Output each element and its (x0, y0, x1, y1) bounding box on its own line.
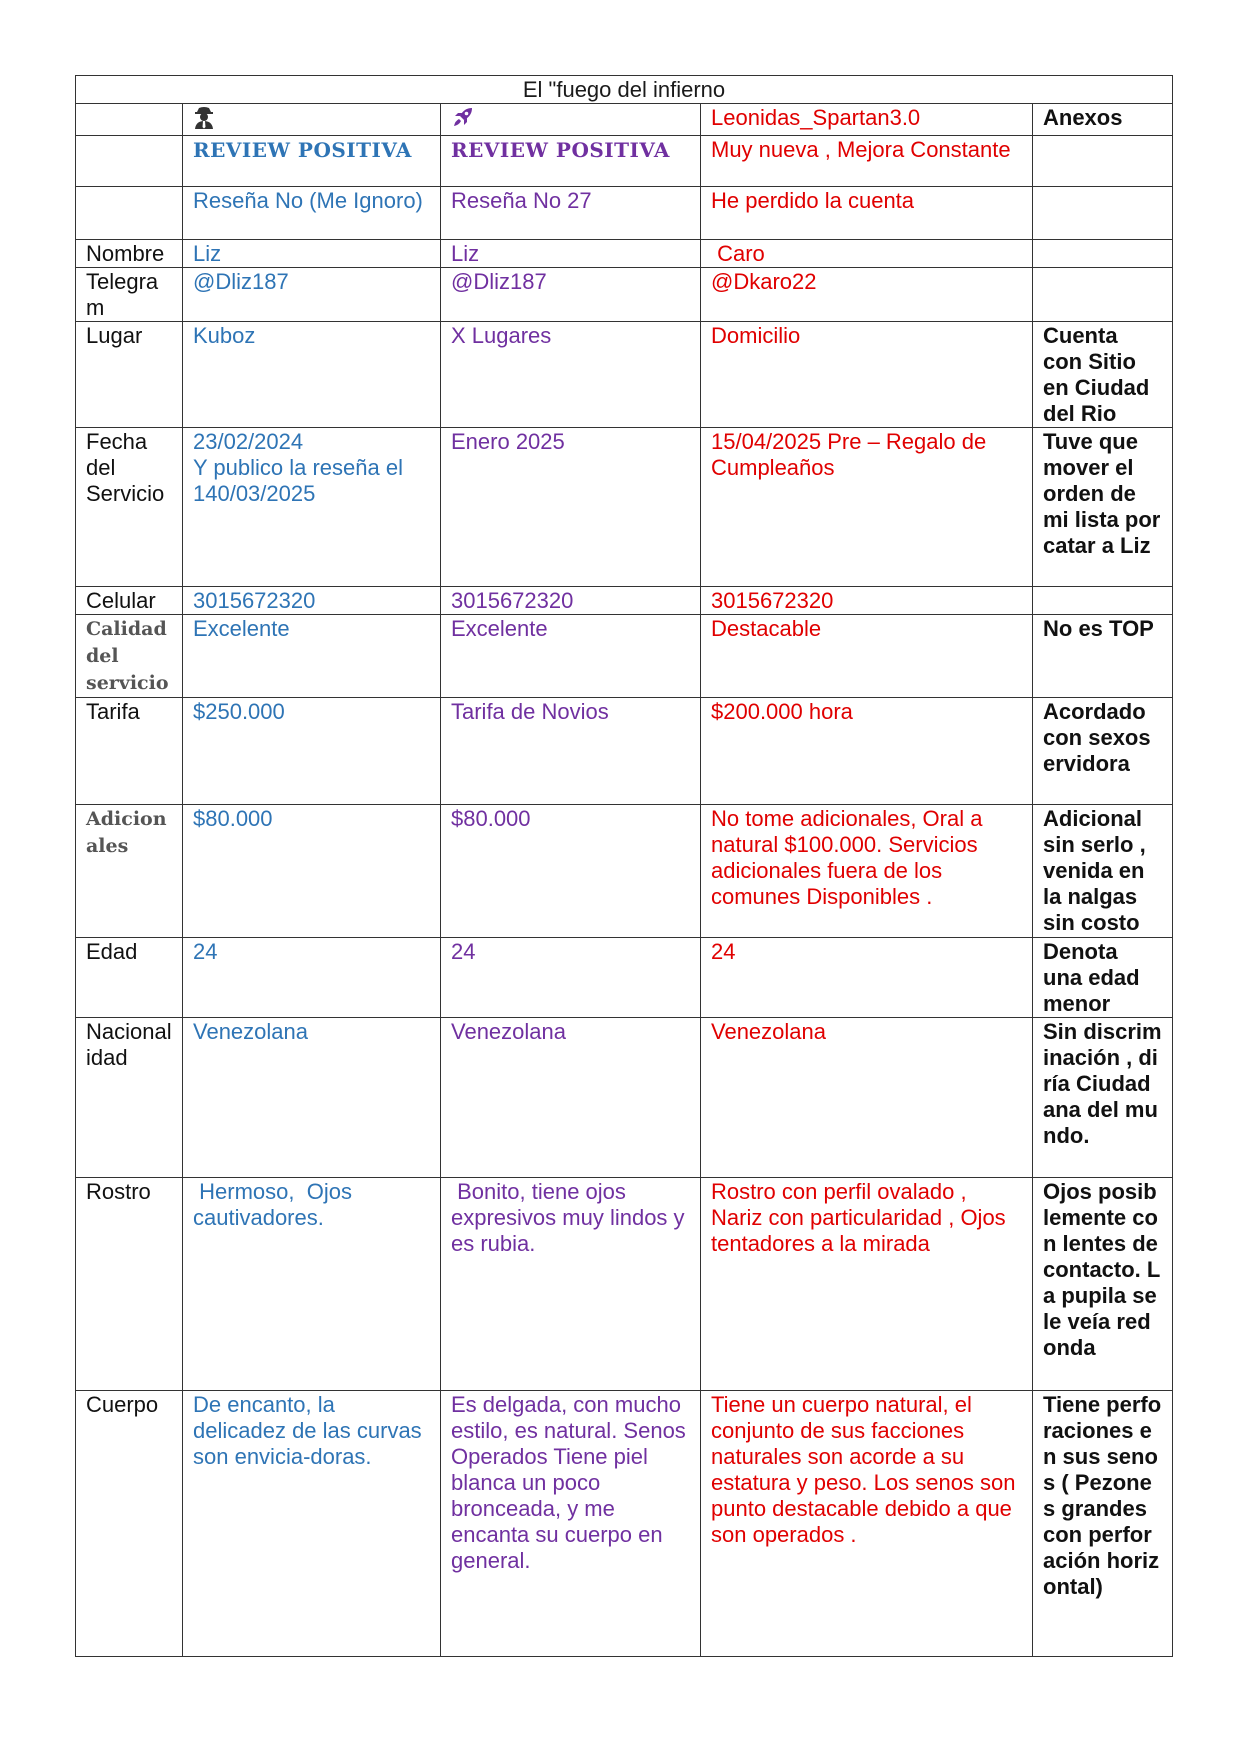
row-label (76, 187, 183, 240)
status-col3: Muy nueva , Mejora Constante (701, 136, 1033, 187)
telegram-col2: @Dliz187 (441, 268, 701, 322)
header-col3: Leonidas_Spartan3.0 (701, 104, 1033, 136)
anexo-cell (1033, 587, 1173, 615)
anexo-cell (1033, 268, 1173, 322)
lugar-col3: Domicilio (701, 322, 1033, 428)
row-label-nombre: Nombre (76, 240, 183, 268)
anexo-cell (1033, 136, 1173, 187)
row-label-telegram: Telegram (76, 268, 183, 322)
nacionalidad-col3: Venezolana (701, 1018, 1033, 1178)
table-row (76, 240, 1173, 268)
celular-col1: 3015672320 (183, 587, 441, 615)
nombre-col2: Liz (441, 240, 701, 268)
review-table (75, 75, 1173, 1657)
edad-col2: 24 (441, 938, 701, 1018)
cuerpo-col3: Tiene un cuerpo natural, el conjunto de sus facciones naturales son acorde a su estatura y peso. Los senos son punto destacable debido a que son operados . (701, 1391, 1033, 1657)
tarifa-col2: Tarifa de Novios (441, 698, 701, 805)
rocket-icon (451, 105, 475, 129)
header-empty-cell (76, 104, 183, 136)
fecha-col1: 23/02/2024 Y publico la reseña el 140/03/2025 (183, 428, 441, 587)
anexo-lugar: Cuenta con Sitio en Ciudad del Rio (1033, 322, 1173, 428)
calidad-col1: Excelente (183, 615, 441, 698)
calidad-col3: Destacable (701, 615, 1033, 698)
table-row (76, 698, 1173, 805)
table-row (76, 187, 1173, 240)
row-label-edad: Edad (76, 938, 183, 1018)
row-label-cuerpo: Cuerpo (76, 1391, 183, 1657)
tarifa-col1: $250.000 (183, 698, 441, 805)
anexo-calidad: No es TOP (1033, 615, 1173, 698)
tarifa-col3: $200.000 hora (701, 698, 1033, 805)
anexo-cell (1033, 187, 1173, 240)
anexo-cuerpo: Tiene perforaciones en sus senos ( Pezones grandes con perforación horizontal) (1033, 1391, 1173, 1657)
anexo-fecha: Tuve que mover el orden de mi lista por catar a Liz (1033, 428, 1173, 587)
table-row (76, 1018, 1173, 1178)
resena-col3: He perdido la cuenta (701, 187, 1033, 240)
anexo-edad: Denota una edad menor (1033, 938, 1173, 1018)
row-label-calidad: Calidad del servicio (76, 615, 183, 698)
row-label-rostro: Rostro (76, 1178, 183, 1391)
cuerpo-col2: Es delgada, con mucho estilo, es natural. Senos Operados Tiene piel blanca un poco bronceada, y me encanta su cuerpo en general. (441, 1391, 701, 1657)
resena-col1: Reseña No (Me Ignoro) (183, 187, 441, 240)
lugar-col2: X Lugares (441, 322, 701, 428)
table-row (76, 1391, 1173, 1657)
lugar-col1: Kuboz (183, 322, 441, 428)
row-label-fecha: Fecha del Servicio (76, 428, 183, 587)
table-row (76, 615, 1173, 698)
nombre-col1: Liz (183, 240, 441, 268)
review-tag-col2: REVIEW POSITIVA (441, 136, 701, 187)
table-row (76, 1178, 1173, 1391)
review-tag-col1: REVIEW POSITIVA (183, 136, 441, 187)
anexo-tarifa: Acordado con sexoservidora (1033, 698, 1173, 805)
fecha-col2: Enero 2025 (441, 428, 701, 587)
celular-col2: 3015672320 (441, 587, 701, 615)
adicionales-col2: $80.000 (441, 805, 701, 938)
anexo-adicionales: Adicional sin serlo , venida en la nalgas sin costo (1033, 805, 1173, 938)
row-label-tarifa: Tarifa (76, 698, 183, 805)
resena-col2: Reseña No 27 (441, 187, 701, 240)
rostro-col3: Rostro con perfil ovalado , Nariz con particularidad , Ojos tentadores a la mirada (701, 1178, 1033, 1391)
user-spy-icon (193, 105, 215, 129)
row-label-lugar: Lugar (76, 322, 183, 428)
row-label (76, 136, 183, 187)
table-row (76, 805, 1173, 938)
calidad-col2: Excelente (441, 615, 701, 698)
telegram-col1: @Dliz187 (183, 268, 441, 322)
title-row (76, 76, 1173, 104)
rostro-col1: Hermoso, Ojos cautivadores. (183, 1178, 441, 1391)
anexo-rostro: Ojos posiblemente con lentes de contacto. La pupila se le veía redonda (1033, 1178, 1173, 1391)
nacionalidad-col2: Venezolana (441, 1018, 701, 1178)
cuerpo-col1: De encanto, la delicadez de las curvas son envicia-doras. (183, 1391, 441, 1657)
edad-col3: 24 (701, 938, 1033, 1018)
nombre-col3: Caro (701, 240, 1033, 268)
header-col1 (183, 104, 441, 136)
document-title: El "fuego del infierno (76, 76, 1173, 104)
table-row (76, 322, 1173, 428)
anexo-nacionalidad: Sin discriminación , diría Ciudadana del mundo. (1033, 1018, 1173, 1178)
celular-col3: 3015672320 (701, 587, 1033, 615)
table-row (76, 136, 1173, 187)
table-row (76, 428, 1173, 587)
edad-col1: 24 (183, 938, 441, 1018)
anexo-cell (1033, 240, 1173, 268)
rostro-col2: Bonito, tiene ojos expresivos muy lindos y es rubia. (441, 1178, 701, 1391)
table-row (76, 268, 1173, 322)
table-row (76, 938, 1173, 1018)
row-label-celular: Celular (76, 587, 183, 615)
fecha-col3: 15/04/2025 Pre – Regalo de Cumpleaños (701, 428, 1033, 587)
telegram-col3: @Dkaro22 (701, 268, 1033, 322)
row-label-adicionales: Adicionales (76, 805, 183, 938)
header-row (76, 104, 1173, 136)
row-label-nacionalidad: Nacionalidad (76, 1018, 183, 1178)
adicionales-col3: No tome adicionales, Oral a natural $100.000. Servicios adicionales fuera de los comunes Disponibles . (701, 805, 1033, 938)
table-row (76, 587, 1173, 615)
header-col2 (441, 104, 701, 136)
header-anexos: Anexos (1033, 104, 1173, 136)
adicionales-col1: $80.000 (183, 805, 441, 938)
nacionalidad-col1: Venezolana (183, 1018, 441, 1178)
